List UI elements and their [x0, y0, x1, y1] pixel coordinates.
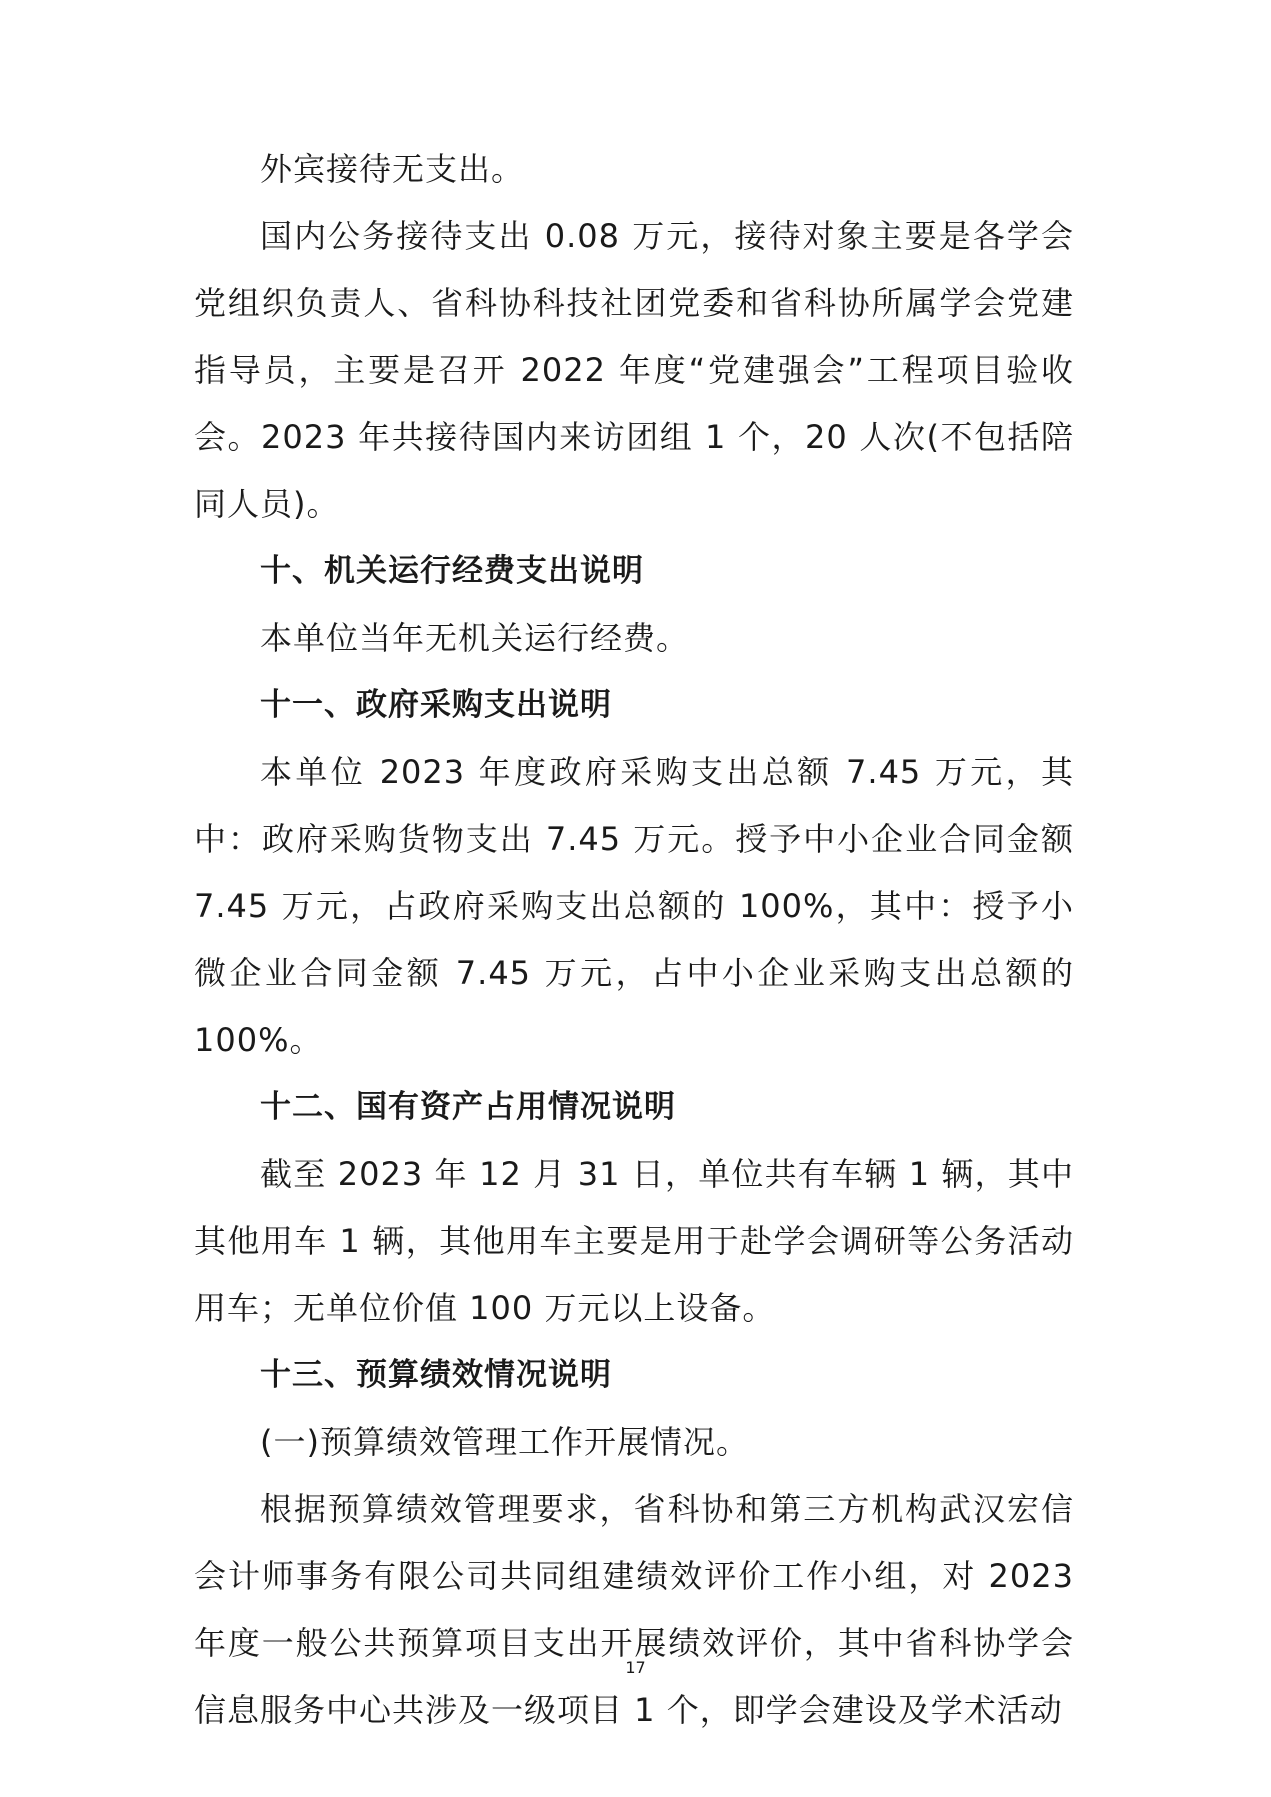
- paragraph-operating-expenses: 本单位当年无机关运行经费。: [260, 619, 690, 657]
- paragraph-domestic-reception: 国内公务接待支出 0.08 万元，接待对象主要是各学会党组织负责人、省科协科技社团党委和省科协所属学会党建指导员，主要是召开 2022 年度“党建强会”工程项目验收会。2023 年共接待国内来访团组 1 个，20 人次(不包括陪同人员)。: [194, 217, 1074, 523]
- paragraph-state-assets: 截至 2023 年 12 月 31 日，单位共有车辆 1 辆，其中其他用车 1 辆，其他用车主要是用于赴学会调研等公务活动用车；无单位价值 100 万元以上设备。: [194, 1155, 1074, 1327]
- document-body: [194, 136, 1074, 1744]
- paragraph-subheading-1: (一)预算绩效管理工作开展情况。: [260, 1423, 749, 1461]
- paragraph-performance-evaluation: 根据预算绩效管理要求，省科协和第三方机构武汉宏信会计师事务有限公司共同组建绩效评价工作小组，对 2023 年度一般公共预算项目支出开展绩效评价，其中省科协学会信息服务中心共涉及一级项目 1 个，即学会建设及学术活动: [194, 1490, 1074, 1729]
- paragraph-foreign-reception: 外宾接待无支出。: [260, 150, 525, 188]
- heading-section-12: 十二、国有资产占用情况说明: [260, 1089, 676, 1125]
- heading-section-10: 十、机关运行经费支出说明: [260, 553, 644, 589]
- page-number: 17: [625, 1658, 646, 1677]
- paragraph-procurement: 本单位 2023 年度政府采购支出总额 7.45 万元，其中：政府采购货物支出 7.45 万元。授予中小企业合同金额 7.45 万元，占政府采购支出总额的 100%，其中：授予小微企业合同金额 7.45 万元，占中小企业采购支出总额的 100%。: [194, 753, 1074, 1059]
- heading-section-13: 十三、预算绩效情况说明: [260, 1357, 612, 1393]
- heading-section-11: 十一、政府采购支出说明: [260, 687, 612, 723]
